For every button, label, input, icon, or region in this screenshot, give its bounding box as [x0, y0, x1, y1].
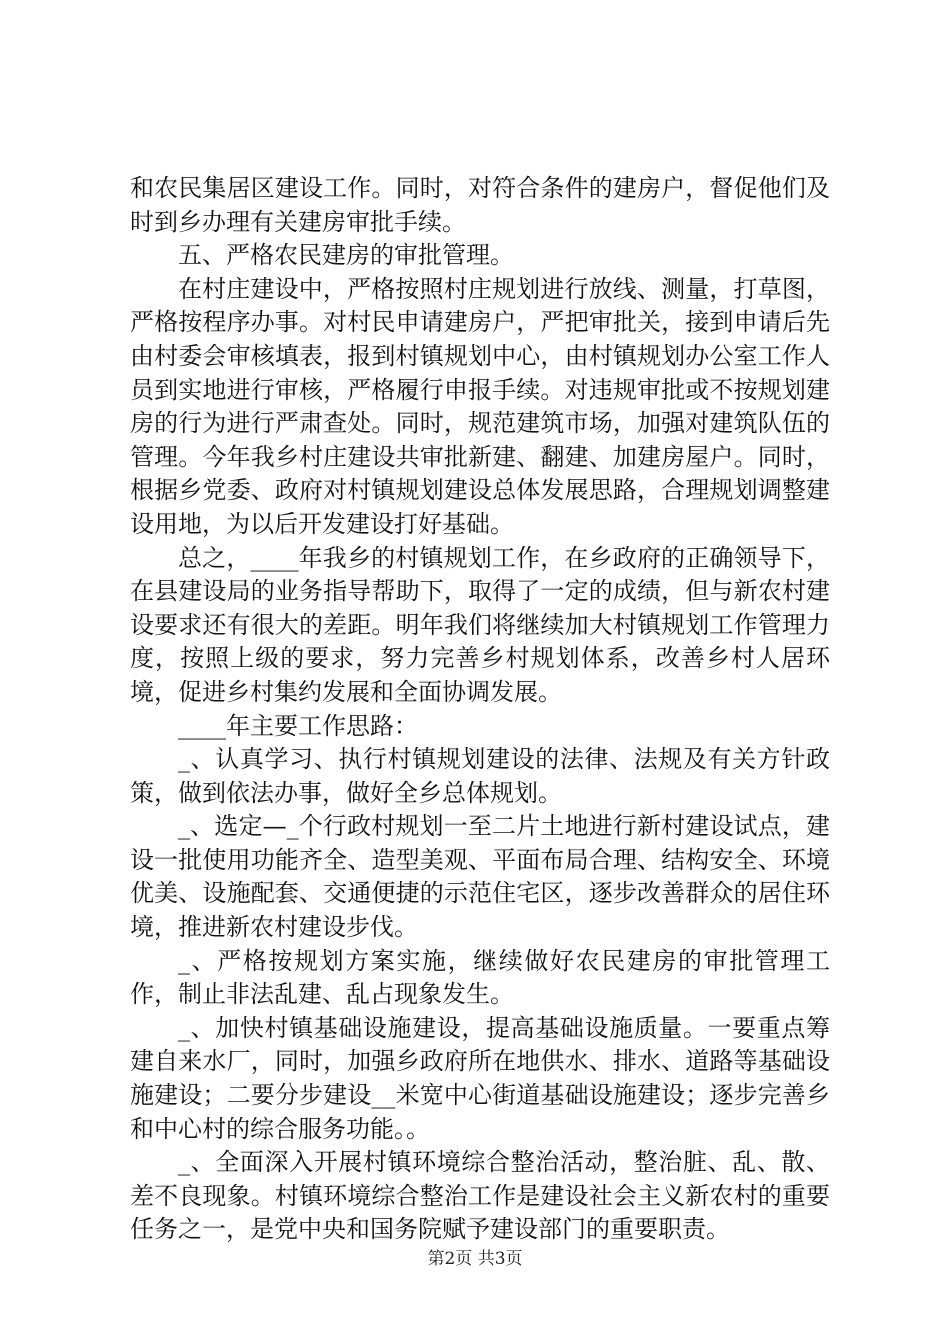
list-item: _、认真学习、执行村镇规划建设的法律、法规及有关方针政策，做到依法办事，做好全乡总体规划。 — [130, 745, 830, 807]
section-heading: 五、严格农民建房的审批管理。 — [178, 241, 514, 270]
document-body — [130, 172, 830, 1247]
paragraph: 和农民集居区建设工作。同时，对符合条件的建房户，督促他们及时到乡办理有关建房审批手续。 — [130, 174, 830, 236]
list-item: _、严格按规划方案实施，继续做好农民建房的审批管理工作，制止非法乱建、乱占现象发生。 — [130, 946, 830, 1009]
list-item: _、全面深入开展村镇环境综合整治活动，整治脏、乱、散、差不良现象。村镇环境综合整治工作是建设社会主义新农村的重要任务之一，是党中央和国务院赋予建设部门的重要职责。 — [130, 1148, 830, 1244]
list-item: _、加快村镇基础设施建设，提高基础设施质量。一要重点筹建自来水厂，同时，加强乡政府所在地供水、排水、道路等基础设施建设；二要分步建设__米宽中心街道基础设施建设；逐步完善乡和中心村的综合服务功能。。 — [130, 1013, 830, 1143]
paragraph: 总之，____年我乡的村镇规划工作，在乡政府的正确领导下，在县建设局的业务指导帮助下，取得了一定的成绩，但与新农村建设要求还有很大的差距。明年我们将继续加大村镇规划工作管理力度，按照上级的要求，努力完善乡村规划体系，改善乡村人居环境，促进乡村集约发展和全面协调发展。 — [130, 543, 830, 706]
page-number-footer: 第2页 共3页 — [427, 1249, 523, 1269]
section-heading: ____年主要工作思路： — [178, 711, 418, 740]
paragraph: 在村庄建设中，严格按照村庄规划进行放线、测量，打草图，严格按程序办事。对村民申请建房户，严把审批关，接到申请后先由村委会审核填表，报到村镇规划中心，由村镇规划办公室工作人员到实地进行审核，严格履行申报手续。对违规审批或不按规划建房的行为进行严肃查处。同时，规范建筑市场，加强对建筑队伍的管理。今年我乡村庄建设共审批新建、翻建、加建房屋户。同时，根据乡党委、政府对村镇规划建设总体发展思路，合理规划调整建设用地，为以后开发建设打好基础。 — [130, 274, 830, 538]
list-item: _、选定—_个行政村规划一至二片土地进行新村建设试点，建设一批使用功能齐全、造型美观、平面布局合理、结构安全、环境优美、设施配套、交通便捷的示范住宅区，逐步改善群众的居住环境，推进新农村建设步伐。 — [130, 812, 830, 942]
